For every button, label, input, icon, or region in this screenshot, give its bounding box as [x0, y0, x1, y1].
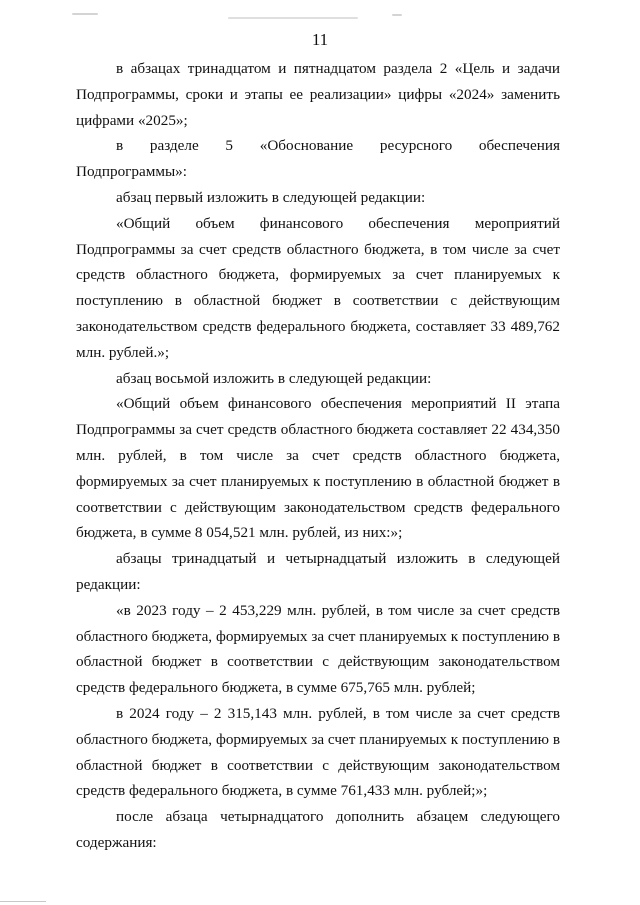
paragraph-13-14-abzac-intro: абзацы тринадцатый и четырнадцатый изложить в следующей редакции:: [76, 550, 560, 593]
paragraph-2024-funding: в 2024 году – 2 315,143 млн. рублей, в том числе за счет средств областного бюджета, формируемых за счет планируемых к поступлению в областной бюджет в соответствии с действующим законодательством средств федерального бюджета, в сумме 761,433 млн. рублей;»;: [76, 704, 560, 800]
scan-artifact: [72, 13, 98, 15]
paragraph-2023-funding: «в 2023 году – 2 453,229 млн. рублей, в том числе за счет средств областного бюджета, формируемых за счет планируемых к поступлению в областной бюджет в соответствии с действующим законодательством средств федерального бюджета, в сумме 675,765 млн. рублей;: [76, 601, 560, 697]
paragraph-stage-2-funding: «Общий объем финансового обеспечения мероприятий II этапа Подпрограммы за счет средств областного бюджета составляет 22 434,350 млн. рублей, в том числе за счет средств областного бюджета, формируемых за счет планируемых к поступлению в областной бюджет в соответствии с действующим законодательством средств федерального бюджета, в сумме 8 054,521 млн. рублей, из них:»;: [76, 395, 560, 542]
paragraph-add-new-abzac: после абзаца четырнадцатого дополнить абзацем следующего содержания:: [76, 808, 560, 851]
paragraph-first-abzac-intro: абзац первый изложить в следующей редакции:: [116, 188, 426, 206]
scan-artifact: [392, 14, 402, 16]
paragraph-eighth-abzac-intro: абзац восьмой изложить в следующей редакции:: [116, 369, 432, 387]
page-number: 11: [311, 30, 329, 49]
scan-edge-line: [0, 901, 46, 902]
paragraph-section-5-heading: в разделе 5 «Обоснование ресурсного обеспечения Подпрограммы»:: [76, 137, 560, 181]
scan-artifact: [228, 17, 358, 19]
paragraph-total-funding: «Общий объем финансового обеспечения мероприятий Подпрограммы за счет средств областного бюджета, в том числе за счет средств областного бюджета, формируемых за счет планируемых к поступлению в областной бюджет в соответствии с действующим законодательством средств федерального бюджета, составляет 33 489,762 млн. рублей.»;: [76, 214, 560, 361]
document-body: [76, 56, 560, 856]
paragraph-years-replacement: в абзацах тринадцатом и пятнадцатом раздела 2 «Цель и задачи Подпрограммы, сроки и этапы ее реализации» цифры «2024» заменить цифрами «2025»;: [76, 60, 560, 129]
